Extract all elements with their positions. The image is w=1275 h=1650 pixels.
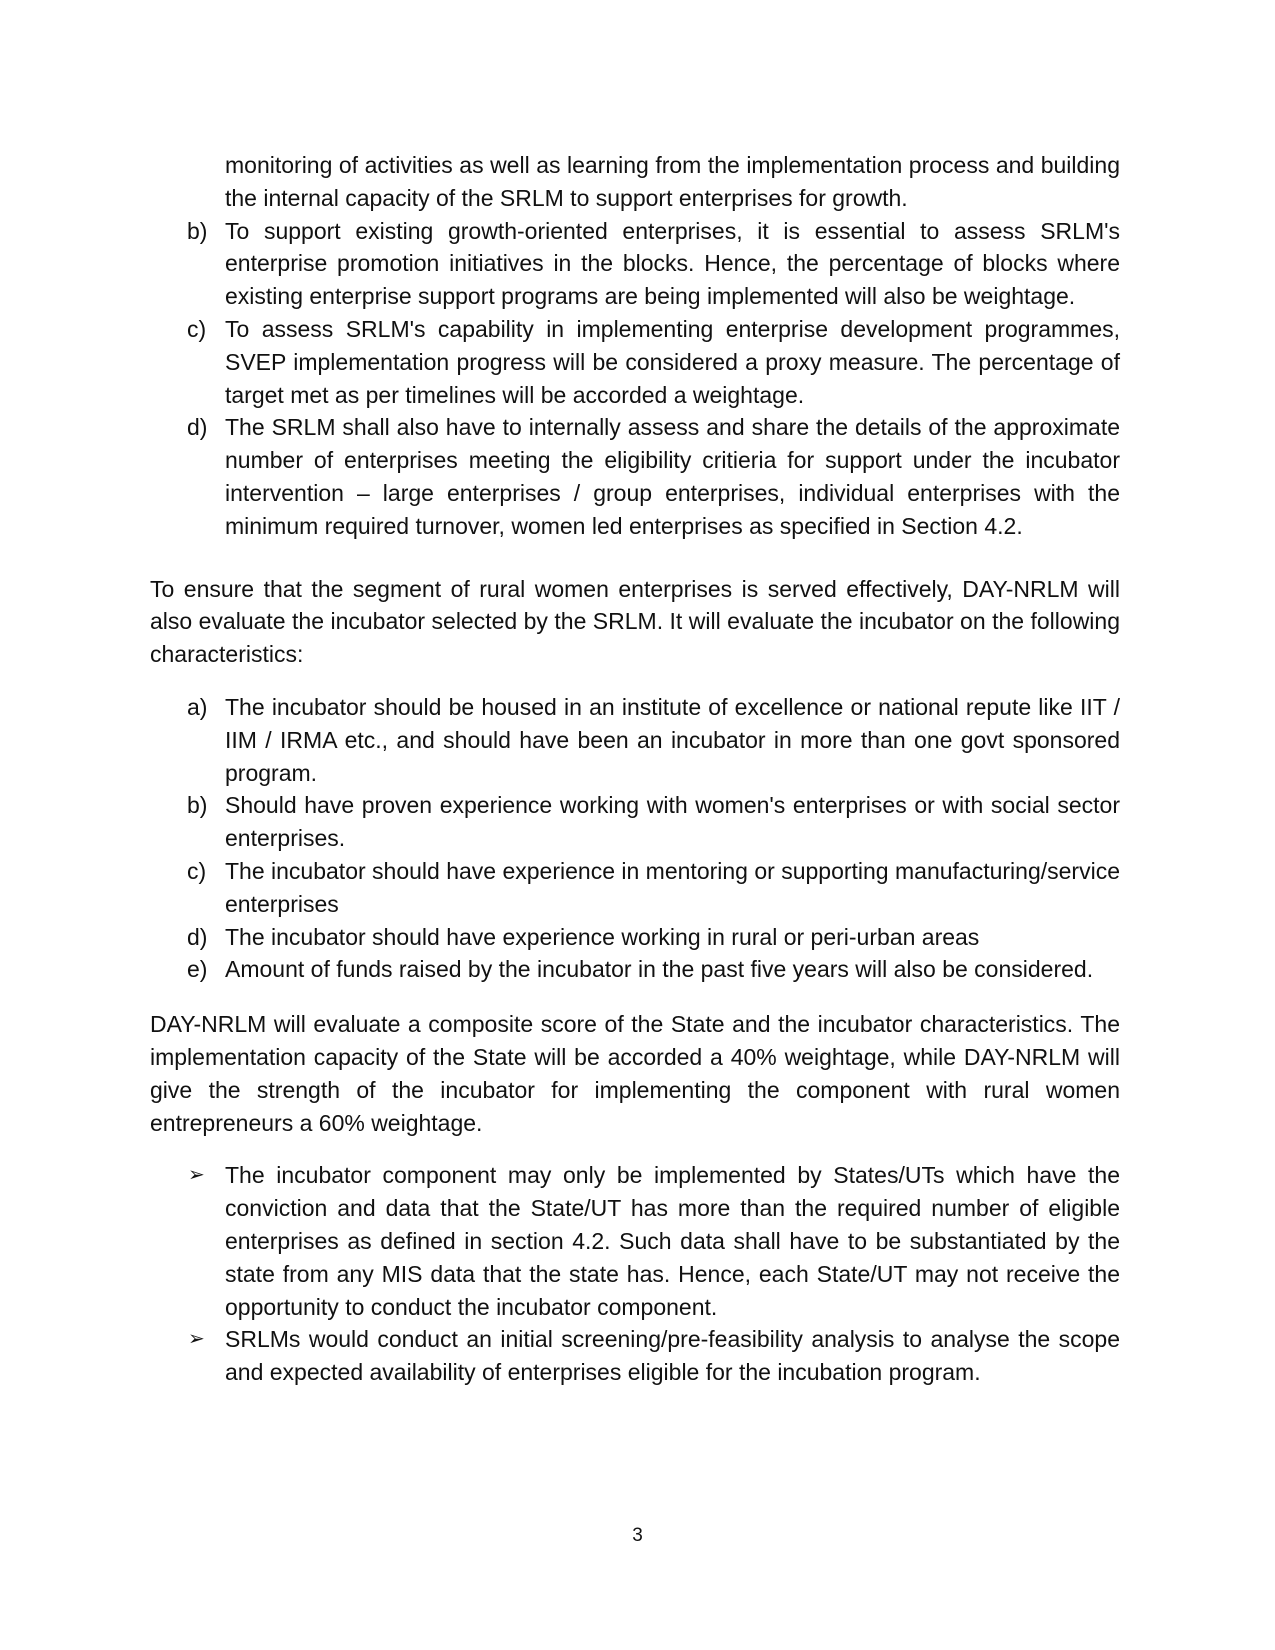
list-marker: d) bbox=[187, 414, 208, 441]
list-item-text: To assess SRLM's capability in implementing enterprise development programmes, SVEP implementation progress will be considered a proxy measure. The percentage of target met as per timelines will be accorded a weightage. bbox=[225, 315, 1120, 408]
page-number: 3 bbox=[632, 1525, 643, 1546]
list-item bbox=[150, 921, 1120, 954]
list-item-text: The incubator should have experience working in rural or peri-urban areas bbox=[225, 923, 980, 950]
list-item bbox=[150, 1323, 1120, 1389]
list-item bbox=[150, 789, 1120, 855]
list-item-text: Should have proven experience working with women's enterprises or with social sector enterprises. bbox=[225, 792, 1120, 852]
arrow-bullet-icon: ➢ bbox=[188, 1328, 205, 1351]
list-item-text: monitoring of activities as well as learning from the implementation process and building the internal capacity of the SRLM to support enterprises for growth. bbox=[225, 152, 1120, 211]
list-marker: b) bbox=[187, 792, 208, 819]
list-item bbox=[150, 855, 1120, 921]
incubator-characteristics-list bbox=[150, 691, 1120, 986]
list-item bbox=[150, 313, 1120, 411]
list-item-text: The incubator should be housed in an institute of excellence or national repute like IIT / IIM / IRMA etc., and should have been an incubator in more than one govt sponsored program. bbox=[225, 693, 1120, 786]
list-item bbox=[150, 1159, 1120, 1323]
list-item-text: The incubator should have experience in mentoring or supporting manufacturing/service enterprises bbox=[225, 857, 1120, 917]
list-item-text: The SRLM shall also have to internally assess and share the details of the approximate number of enterprises meeting the eligibility critieria for support under the incubator intervention – large enterprises / group enterprises, individual enterprises with the minimum required turnover, women led enterprises as specified in Section 4.2. bbox=[225, 414, 1120, 539]
list-item-text: Amount of funds raised by the incubator in the past five years will also be considered. bbox=[225, 956, 1094, 983]
paragraph-composite-score: DAY-NRLM will evaluate a composite score of the State and the incubator characteristics. The implementation capacity of the State will be accorded a 40% weightage, while DAY-NRLM will give the strength of the incubator for implementing the component with rural women entrepreneurs a 60% weightage. bbox=[150, 1011, 1120, 1136]
list-item-text: SRLMs would conduct an initial screening/pre-feasibility analysis to analyse the scope and expected availability of enterprises eligible for the incubation program. bbox=[225, 1326, 1120, 1386]
srlm-assessment-list bbox=[150, 149, 1120, 543]
list-marker: b) bbox=[187, 217, 208, 244]
list-item bbox=[150, 691, 1120, 789]
list-item-text: The incubator component may only be implemented by States/UTs which have the conviction and data that the State/UT has more than the required number of eligible enterprises as defined in section 4.2. Such data shall have to be substantiated by the state from any MIS data that the state has. Hence, each State/UT may not receive the opportunity to conduct the incubator component. bbox=[225, 1162, 1120, 1320]
list-marker: a) bbox=[187, 693, 208, 720]
list-marker: c) bbox=[187, 857, 207, 884]
list-item bbox=[150, 149, 1120, 215]
list-item bbox=[150, 411, 1120, 542]
list-marker: e) bbox=[187, 956, 208, 983]
list-item bbox=[150, 953, 1120, 986]
list-item-text: To support existing growth-oriented enterprises, it is essential to assess SRLM's enterprise promotion initiatives in the blocks. Hence, the percentage of blocks where existing enterprise support programs are being implemented will also be weightage. bbox=[225, 217, 1120, 310]
list-marker: d) bbox=[187, 923, 208, 950]
list-item bbox=[150, 215, 1120, 313]
document-page bbox=[150, 149, 1120, 1389]
paragraph-incubator-evaluation: To ensure that the segment of rural women enterprises is served effectively, DAY-NRLM will also evaluate the incubator selected by the SRLM. It will evaluate the incubator on the following characteristics: bbox=[150, 575, 1120, 668]
arrow-bullet-icon: ➢ bbox=[188, 1164, 205, 1187]
implementation-bullet-list bbox=[150, 1159, 1120, 1389]
list-marker: c) bbox=[187, 315, 207, 342]
